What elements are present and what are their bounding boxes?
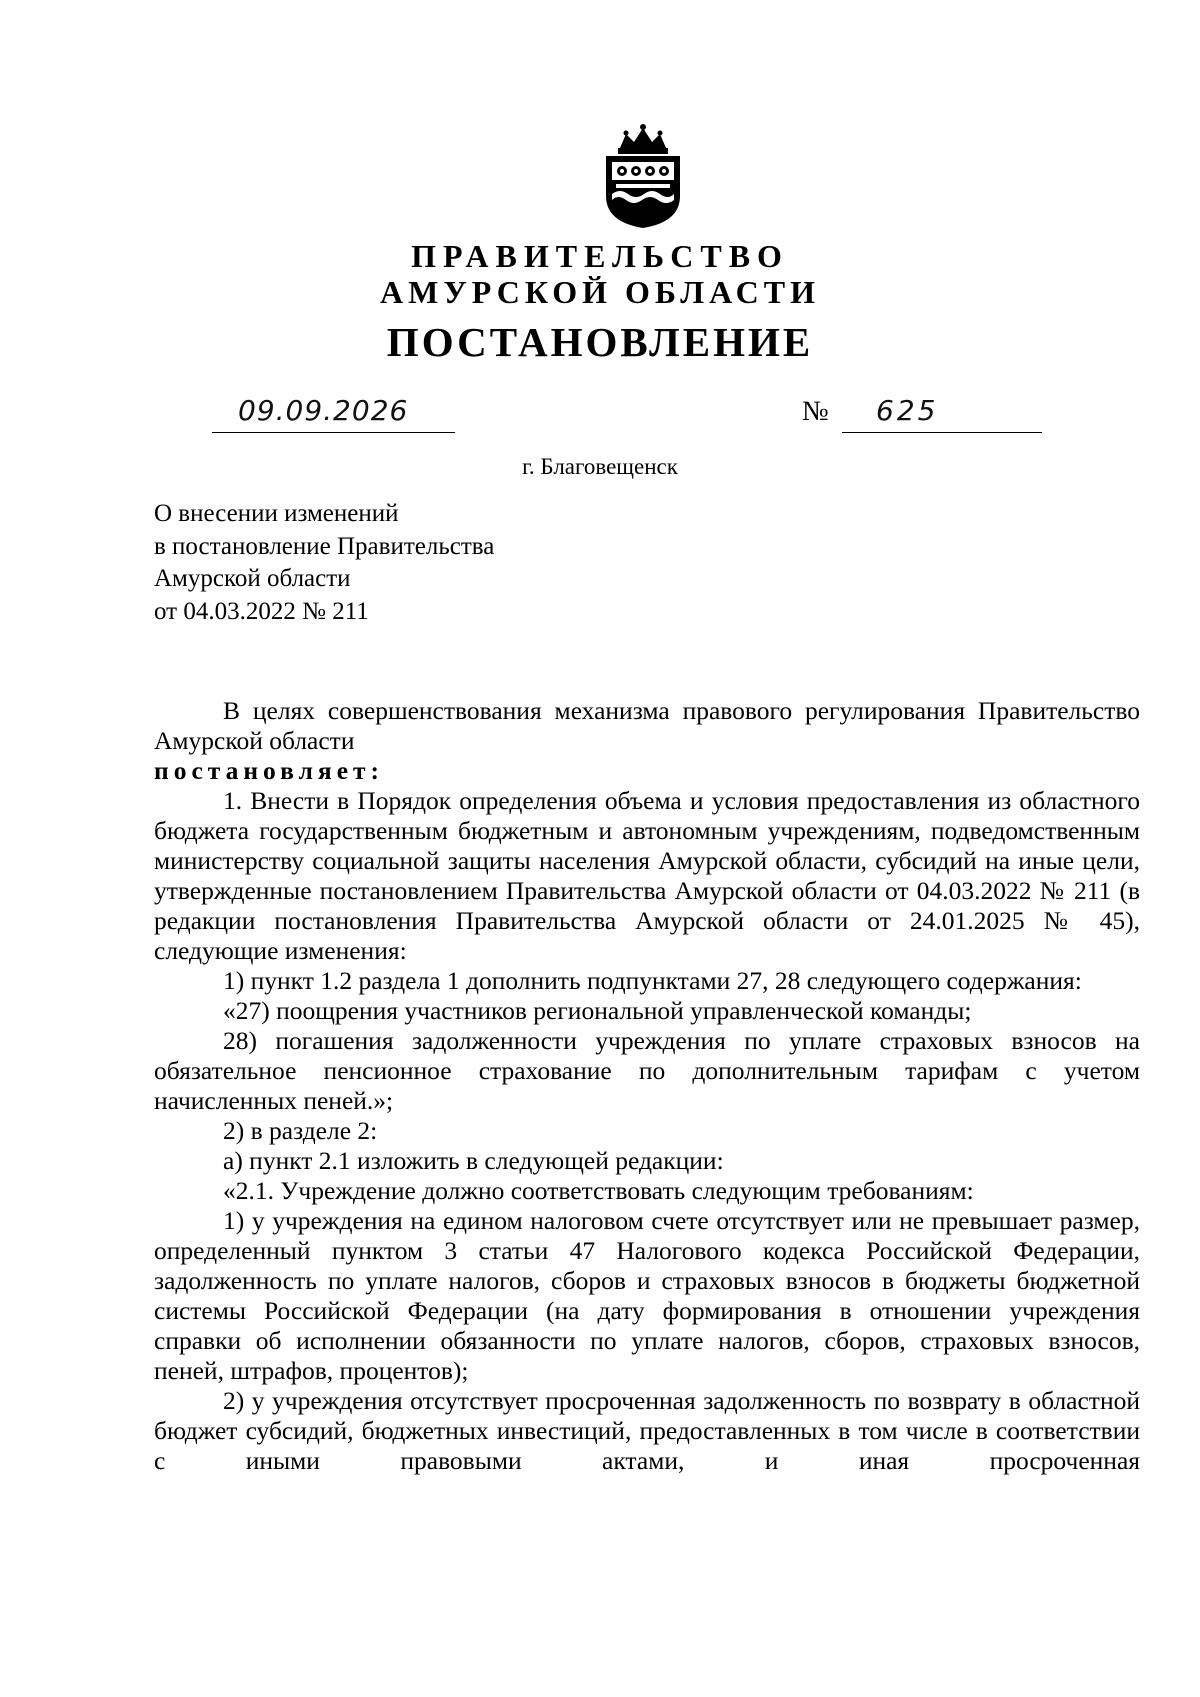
number-field — [842, 392, 1042, 433]
subject-line: О внесении изменений — [154, 500, 399, 527]
body-paragraph: «27) поощрения участников региональной управленческой команды; — [223, 996, 972, 1025]
handwritten-number: 625 — [876, 394, 939, 427]
subject-line: Амурской области — [154, 565, 351, 592]
document-body — [154, 696, 1140, 1476]
body-paragraph: а) пункт 2.1 изложить в следующей редакции: — [223, 1146, 724, 1175]
city-name: г. Благовещенск — [522, 454, 678, 479]
org-name-line2: АМУРСКОЙ ОБЛАСТИ — [380, 274, 820, 310]
body-paragraph: «2.1. Учреждение должно соответствовать следующим требованиям: — [223, 1176, 974, 1205]
date-field — [212, 392, 455, 433]
handwritten-date: 09.09.2026 — [238, 394, 409, 427]
document-type-title: ПОСТАНОВЛЕНИЕ — [386, 319, 814, 365]
subject-line: от 04.03.2022 № 211 — [154, 597, 369, 625]
resolution-keyword: постановляет: — [154, 756, 385, 785]
number-label: № — [802, 396, 829, 427]
coat-of-arms-icon — [598, 122, 688, 230]
subject-line: в постановление Правительства — [154, 532, 495, 560]
body-paragraph: 1. Внести в Порядок определения объема и условия предоставления из областного бюджета государственным бюджетным и автономным учреждениям, подведомственным министерству социальной защиты населения Амурской области, субсидий на иные цели, утвержденные постановлением Правительства Амурской области от 04.03.2022 № 211 (в редакции постановления Правительства Амурской области от 24.01.2025 № 45), следующие изменения: — [154, 786, 1140, 965]
preamble-paragraph: В целях совершенствования механизма правового регулирования Правительство Амурской области — [154, 696, 1140, 755]
body-paragraph: 28) погашения задолженности учреждения по уплате страховых взносов на обязательное пенсионное страхование по дополнительным тарифам с учетом начисленных пеней.»; — [154, 1026, 1140, 1115]
body-paragraph: 1) пункт 1.2 раздела 1 дополнить подпунктами 27, 28 следующего содержания: — [223, 966, 1082, 995]
body-paragraph: 1) у учреждения на едином налоговом счете отсутствует или не превышает размер, определенный пунктом 3 статьи 47 Налогового кодекса Российской Федерации, задолженность по уплате налогов, сборов и страховых взносов в бюджеты бюджетной системы Российской Федерации (на дату формирования в отношении учреждения справки об исполнении обязанности по уплате налогов, сборов, страховых взносов, пеней, штрафов, процентов); — [154, 1206, 1140, 1385]
body-paragraph: 2) у учреждения отсутствует просроченная задолженность по возврату в областной бюджет субсидий, бюджетных инвестиций, предоставленных в том числе в соответствии с иными правовыми актами, и иная просроченная — [154, 1386, 1140, 1475]
body-paragraph: 2) в разделе 2: — [223, 1116, 378, 1145]
document-subject — [154, 498, 494, 628]
org-name-line1: ПРАВИТЕЛЬСТВО — [411, 238, 789, 274]
